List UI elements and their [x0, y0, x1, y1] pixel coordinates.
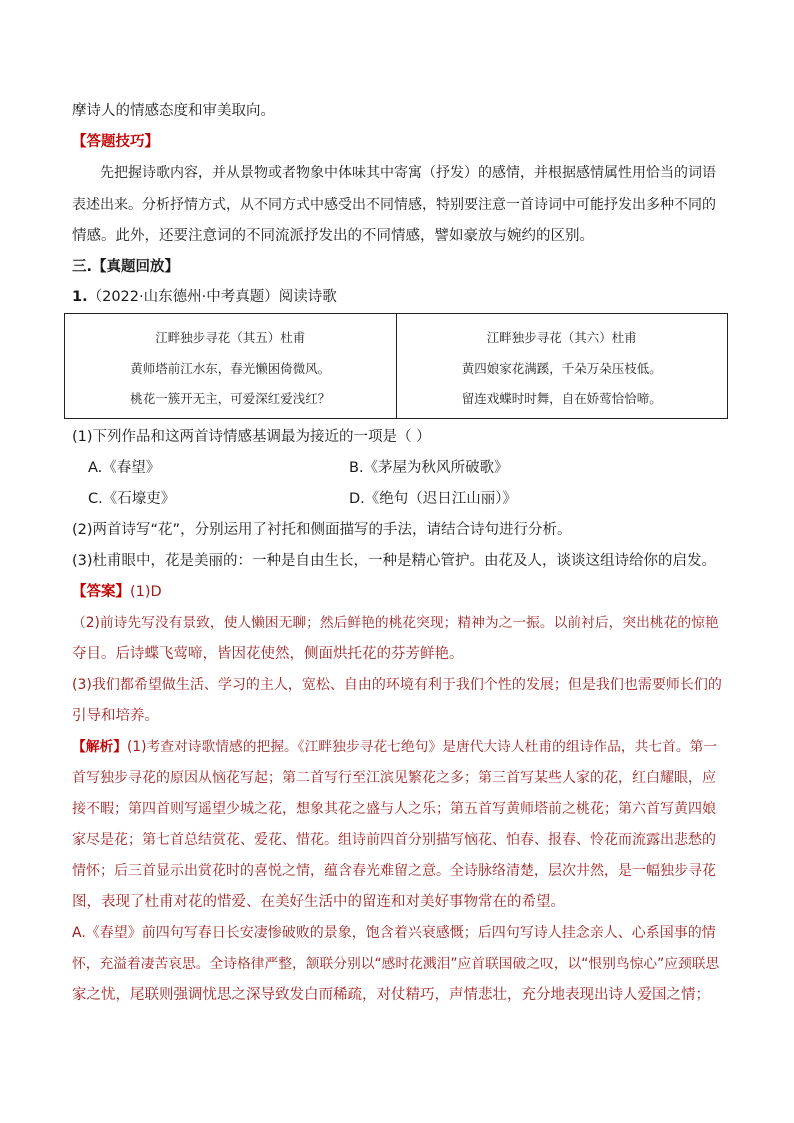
poem-title: 江畔独步寻花（其六）杜甫 — [486, 330, 637, 345]
analysis-text: (1)考查对诗歌情感的把握。《江畔独步寻花七绝句》是唐代大诗人杜甫的组诗作品，共七首。第一 — [127, 739, 718, 755]
analysis-option-a-line: A.《春望》前四句写春日长安凄惨破败的景象，饱含着兴衰感慨；后四句写诗人挂念亲人、心系国事的情 — [72, 925, 716, 941]
tips-line: 先把握诗歌内容，并从景物或者物象中体味其中寄寓（抒发）的感情，并根据感情属性用恰当的词语 — [100, 165, 716, 181]
sub-question-2: (2)两首诗写“花”，分别运用了衬托和侧面描写的手法，请结合诗句进行分析。 — [72, 522, 572, 538]
poems-table — [64, 313, 728, 419]
answer-3-line: (3)我们都希望做生活、学习的主人，宽松、自由的环境有利于我们个性的发展；但是我们也需要师长们的 — [72, 677, 722, 693]
section-title: 三.【真题回放】 — [72, 259, 180, 275]
answer-2-line: （2)前诗先写没有景致，使人懒困无聊；然后鲜艳的桃花突现；精神为之一振。以前衬后，突出桃花的惊艳 — [72, 615, 719, 631]
tips-heading: 【答题技巧】 — [72, 134, 159, 150]
poem-line: 留连戏蝶时时舞，自在娇莺恰恰啼。 — [461, 391, 662, 406]
analysis-heading: 【解析】 — [72, 739, 128, 755]
option-d: D.《绝句（迟日江山丽）》 — [349, 491, 518, 507]
answer-heading: 【答案】 — [72, 584, 130, 600]
question-source: （2022·山东德州·中考真题） — [87, 289, 279, 305]
intro-tail-text: 摩诗人的情感态度和审美取向。 — [72, 103, 275, 119]
analysis-line: 接不暇；第四首则写遥望少城之花，想象其花之盛与人之乐；第五首写黄师塔前之桃花；第六首写黄四娘 — [72, 801, 716, 817]
poem-cell — [65, 314, 397, 419]
answer-1: (1)D — [130, 584, 162, 600]
option-c: C.《石壕吏》 — [88, 491, 176, 507]
sub-question-1: (1)下列作品和这两首诗情感基调最为接近的一项是（ ） — [72, 429, 431, 445]
poem-cell — [396, 314, 728, 419]
tips-line: 情感。此外，还要注意词的不同流派抒发出的不同情感，譬如豪放与婉约的区别。 — [72, 228, 594, 244]
question-header — [72, 287, 337, 307]
answer-2-line: 夺目。后诗蝶飞莺啼，皆因花使然，侧面烘托花的芬芳鲜艳。 — [72, 646, 464, 662]
option-b: B.《茅屋为秋风所破歌》 — [349, 460, 509, 476]
answer-heading-line — [72, 582, 162, 602]
analysis-line: 首写独步寻花的原因从恼花写起；第二首写行至江滨见繁花之多；第三首写某些人家的花，红白耀眼，应 — [72, 770, 716, 786]
analysis-line: 图，表现了杜甫对花的惜爱、在美好生活中的留连和对美好事物常在的希望。 — [72, 894, 565, 910]
answer-3-line: 引导和培养。 — [72, 708, 159, 724]
poem-line: 桃花一簇开无主，可爱深红爱浅红？ — [130, 391, 331, 406]
tips-line: 表述出来。分析抒情方式，从不同方式中感受出不同情感，特别要注意一首诗词中可能抒发出多种不同的 — [72, 197, 716, 213]
question-number: 1. — [72, 289, 88, 305]
poem-line: 黄四娘家花满蹊，千朵万朵压枝低。 — [461, 361, 662, 376]
analysis-option-a-line: 家之忧，尾联则强调忧思之深导致发白而稀疏，对仗精巧，声情悲壮，充分地表现出诗人爱国之情； — [72, 987, 710, 1003]
analysis-option-a-line: 怀，充溢着凄苦哀思。全诗格律严整，颔联分别以“感时花溅泪”应首联国破之叹，以“恨别鸟惊心”应颈联思 — [72, 956, 720, 972]
option-a: A.《春望》 — [88, 460, 161, 476]
sub-question-3: (3)杜甫眼中，花是美丽的：一种是自由生长，一种是精心管护。由花及人，谈谈这组诗给你的启发。 — [72, 553, 717, 569]
poem-line: 黄师塔前江水东，春光懒困倚微风。 — [130, 361, 331, 376]
analysis-line: 情怀；后三首显示出赏花时的喜悦之情，蕴含春光难留之意。全诗脉络清楚，层次井然，是一幅独步寻花 — [72, 863, 716, 879]
poem-title: 江畔独步寻花（其五）杜甫 — [155, 330, 306, 345]
analysis-line: 家尽是花；第七首总结赏花、爱花、惜花。组诗前四首分别描写恼花、怕春、报春、怜花而流露出悲愁的 — [72, 832, 716, 848]
question-prompt: 阅读诗歌 — [278, 289, 337, 305]
analysis-first-line — [72, 737, 717, 757]
